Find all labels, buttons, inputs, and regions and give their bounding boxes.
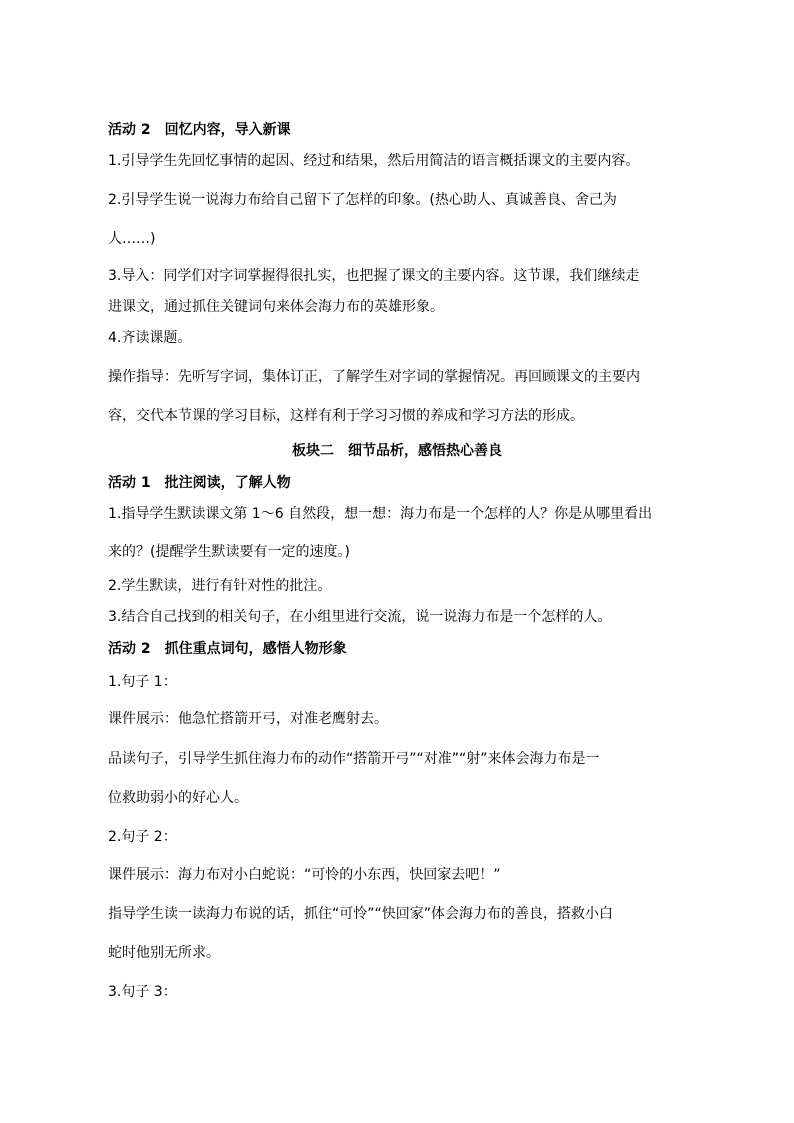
guidance-line-1: 操作指导：先听写字词，集体订正，了解学生对字词的掌握情况。再回顾课文的主要内 xyxy=(108,369,640,385)
sentence-1-courseware: 课件展示：他急忙搭箭开弓，对准老鹰射去。 xyxy=(108,711,388,727)
activity-2b-heading: 活动 2 抓住重点词句，感悟人物形象 xyxy=(108,641,347,657)
activity-1-heading: 活动 1 批注阅读，了解人物 xyxy=(108,475,291,491)
paragraph-4: 4.齐读课题。 xyxy=(108,330,192,346)
sentence-2-courseware: 课件展示：海力布对小白蛇说：“可怜的小东西，快回家去吧！” xyxy=(108,867,501,883)
paragraph-2-line-2: 人……) xyxy=(108,231,156,247)
sentence-2-label: 2.句子 2： xyxy=(108,829,177,845)
paragraph-3-line-2: 进课文，通过抓住关键词句来体会海力布的英雄形象。 xyxy=(108,299,444,315)
paragraph-3-line-1: 3.导入：同学们对字词掌握得很扎实，也把握了课文的主要内容。这节课，我们继续走 xyxy=(108,268,640,284)
sentence-1-reading-line-2: 位救助弱小的好心人。 xyxy=(108,790,248,806)
sentence-1-reading-line-1: 品读句子，引导学生抓住海力布的动作“搭箭开弓”“对准”“射”来体会海力布是一 xyxy=(108,751,600,767)
sentence-2-reading-line-2: 蛇时他别无所求。 xyxy=(108,945,220,961)
activity-2-heading: 活动 2 回忆内容，导入新课 xyxy=(108,122,291,138)
paragraph-2-line-1: 2.引导学生说一说海力布给自己留下了怎样的印象。(热心助人、真诚善良、舍己为 xyxy=(108,192,617,208)
question-3: 3.结合自己找到的相关句子，在小组里进行交流，说一说海力布是一个怎样的人。 xyxy=(108,609,612,625)
question-1-line-2: 来的？(提醒学生默读要有一定的速度。) xyxy=(108,544,350,560)
sentence-3-label: 3.句子 3： xyxy=(108,984,177,1000)
paragraph-1: 1.引导学生先回忆事情的起因、经过和结果，然后用简洁的语言概括课文的主要内容。 xyxy=(108,153,640,169)
question-1-line-1: 1.指导学生默读课文第 1～6 自然段，想一想：海力布是一个怎样的人？你是从哪里看出 xyxy=(108,506,653,522)
guidance-line-2: 容，交代本节课的学习目标，这样有利于学习习惯的养成和学习方法的形成。 xyxy=(108,408,584,424)
sentence-1-label: 1.句子 1： xyxy=(108,674,177,690)
sentence-2-reading-line-1: 指导学生读一读海力布说的话，抓住“可怜”“快回家”体会海力布的善良，搭救小白 xyxy=(108,906,614,922)
block-2-heading: 板块二 细节品析，感悟热心善良 xyxy=(292,443,502,459)
question-2: 2.学生默读，进行有针对性的批注。 xyxy=(108,578,332,594)
